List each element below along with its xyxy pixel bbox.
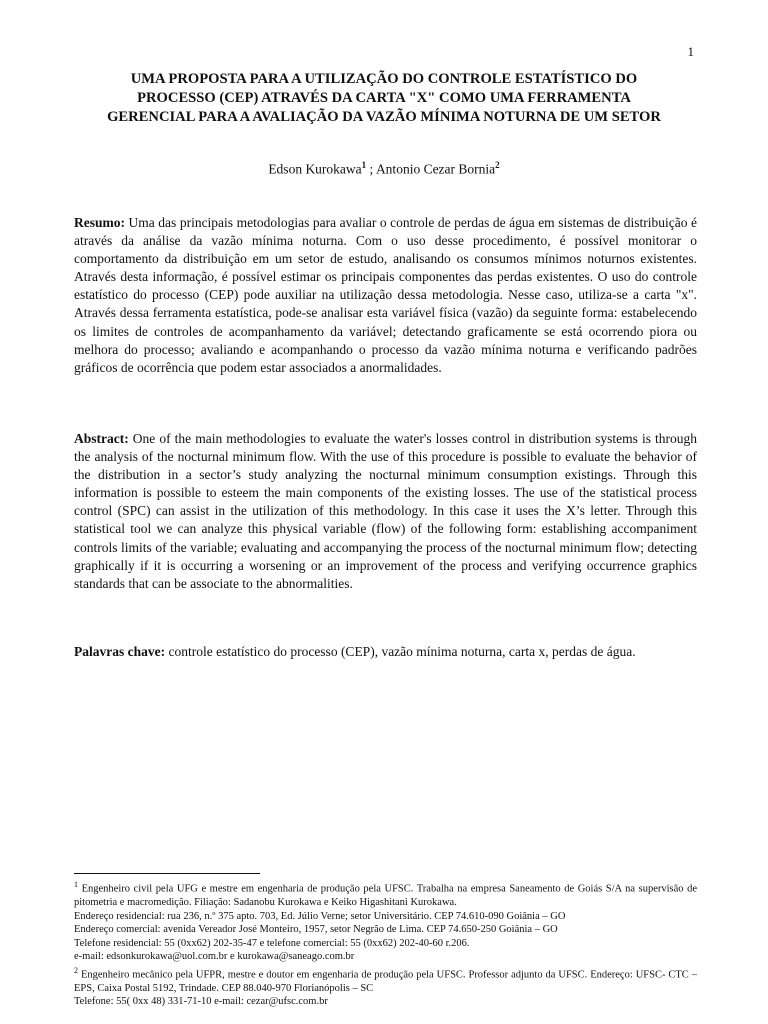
footnote — [74, 964, 697, 996]
author-line — [0, 160, 768, 178]
footnote-mark: 2 — [74, 965, 78, 975]
title-line: UMA PROPOSTA PARA A UTILIZAÇÃO DO CONTROLE ESTATÍSTICO DO — [130, 71, 638, 87]
footnote-mark: 1 — [361, 160, 367, 170]
resumo-text: Uma das principais metodologias para avaliar o controle de perdas de água em sistemas de distribuição é através da análise da vazão mínima noturna. Com o uso desse procedimento, é possível monitorar o comportamento da distribuição em um setor de estudo, analisando os consumos mínimos noturnos existentes. Através desta informação, é possível estimar os principais componentes das perdas existentes. O uso do controle estatístico do processo (CEP) pode auxiliar na utilização dessa metodologia. Nesse caso, utiliza-se a carta "x". Através dessa ferramenta estatística, pode-se analisar esta variável física (vazão) da seguinte forma: estabelecendo os limites de controles de acompanhamento da variável; detectando graficamente se está ocorrendo piora ou melhora do processo; avaliando e acompanhando o processo da vazão mínima noturna e verificando padrões gráficos de ocorrência que podem estar associados a anormalidades. — [74, 215, 698, 375]
resumo-label: Resumo: — [74, 215, 125, 230]
author-name: Edson Kurokawa — [268, 161, 362, 177]
title-line: PROCESSO (CEP) ATRAVÉS DA CARTA "X" COMO UMA FERRAMENTA — [137, 90, 631, 106]
footnote — [74, 878, 697, 910]
title-line: GERENCIAL PARA A AVALIAÇÃO DA VAZÃO MÍNIMA NOTURNA DE UM SETOR — [107, 109, 661, 125]
footnote-text: Engenheiro mecânico pela UFPR, mestre e doutor em engenharia de produção pela UFSC. Professor adjunto da UFSC. Endereço: UFSC- CTC – EPS, Caixa Postal 5192, Trindade. CEP 88.040-970 Florianópolis – SC — [74, 969, 698, 994]
page-number: 1 — [687, 44, 694, 59]
abstract-text: One of the main methodologies to evaluate the water's losses control in distribution systems is through the analysis of the nocturnal minimum flow. With the use of this procedure is possible to evaluate the behavior of the distribution in a sector’s study analyzing the nocturnal minimum consumption existings. Through this information is possible to esteem the main components of the existing losses. The use of the statistical process control (SPC) can assist in the utilization of this methodology. In this case it uses the X’s letter. Through this statistical tool we can analyze this physical variable (flow) of the following form: establishing accompaniment controls limits of the variable; evaluating and accompanying the process of the nocturnal minimum flow; detecting graphically if it is occurring a worsening or an improvement of the process and verifying occurrence graphics standards that can be associate to the abnormalities. — [74, 431, 698, 591]
footnote-line: Telefone: 55( 0xx 48) 331-71-10 e-mail: cezar@ufsc.com.br — [74, 996, 328, 1007]
abstract-paragraph — [74, 430, 697, 593]
footnote-mark: 1 — [74, 880, 78, 889]
footnote-line: Endereço residencial: rua 236, n.º 375 apto. 703, Ed. Júlio Verne; setor Universitário. CEP 74.610-090 Goiânia – GO — [74, 910, 566, 922]
keywords-paragraph — [74, 643, 697, 661]
footnote-text: Engenheiro civil pela UFG e mestre em engenharia de produção pela UFSC. Trabalha na empresa Saneamento de Goiás S/A na supervisão de pitometria e macromedição. Filiação: Sadanobu Kurokawa e Keiko Higashitani Kurokawa. — [74, 883, 697, 908]
paper-title — [60, 70, 708, 127]
footnotes — [74, 878, 697, 1009]
footnote-line: Telefone residencial: 55 (0xx62) 202-35-47 e telefone comercial: 55 (0xx62) 202-40-60 r.206. — [74, 937, 470, 949]
author-name: Antonio Cezar Bornia — [375, 161, 496, 177]
abstract-label: Abstract: — [74, 431, 129, 446]
resumo-paragraph — [74, 214, 697, 377]
keywords-text: controle estatístico do processo (CEP), vazão mínima noturna, carta x, perdas de água. — [168, 644, 636, 659]
footnote-line: e-mail: edsonkurokawa@uol.com.br e kurokawa@saneago.com.br — [74, 951, 355, 962]
footnote-mark: 2 — [495, 160, 500, 170]
footnote-line: Endereço comercial: avenida Vereador José Monteiro, 1957, setor Negrão de Lima. CEP 74.650-250 Goiânia – GO — [74, 924, 558, 935]
keywords-label: Palavras chave: — [74, 644, 166, 659]
author-separator: ; — [366, 161, 376, 177]
footnote-divider — [74, 873, 260, 874]
